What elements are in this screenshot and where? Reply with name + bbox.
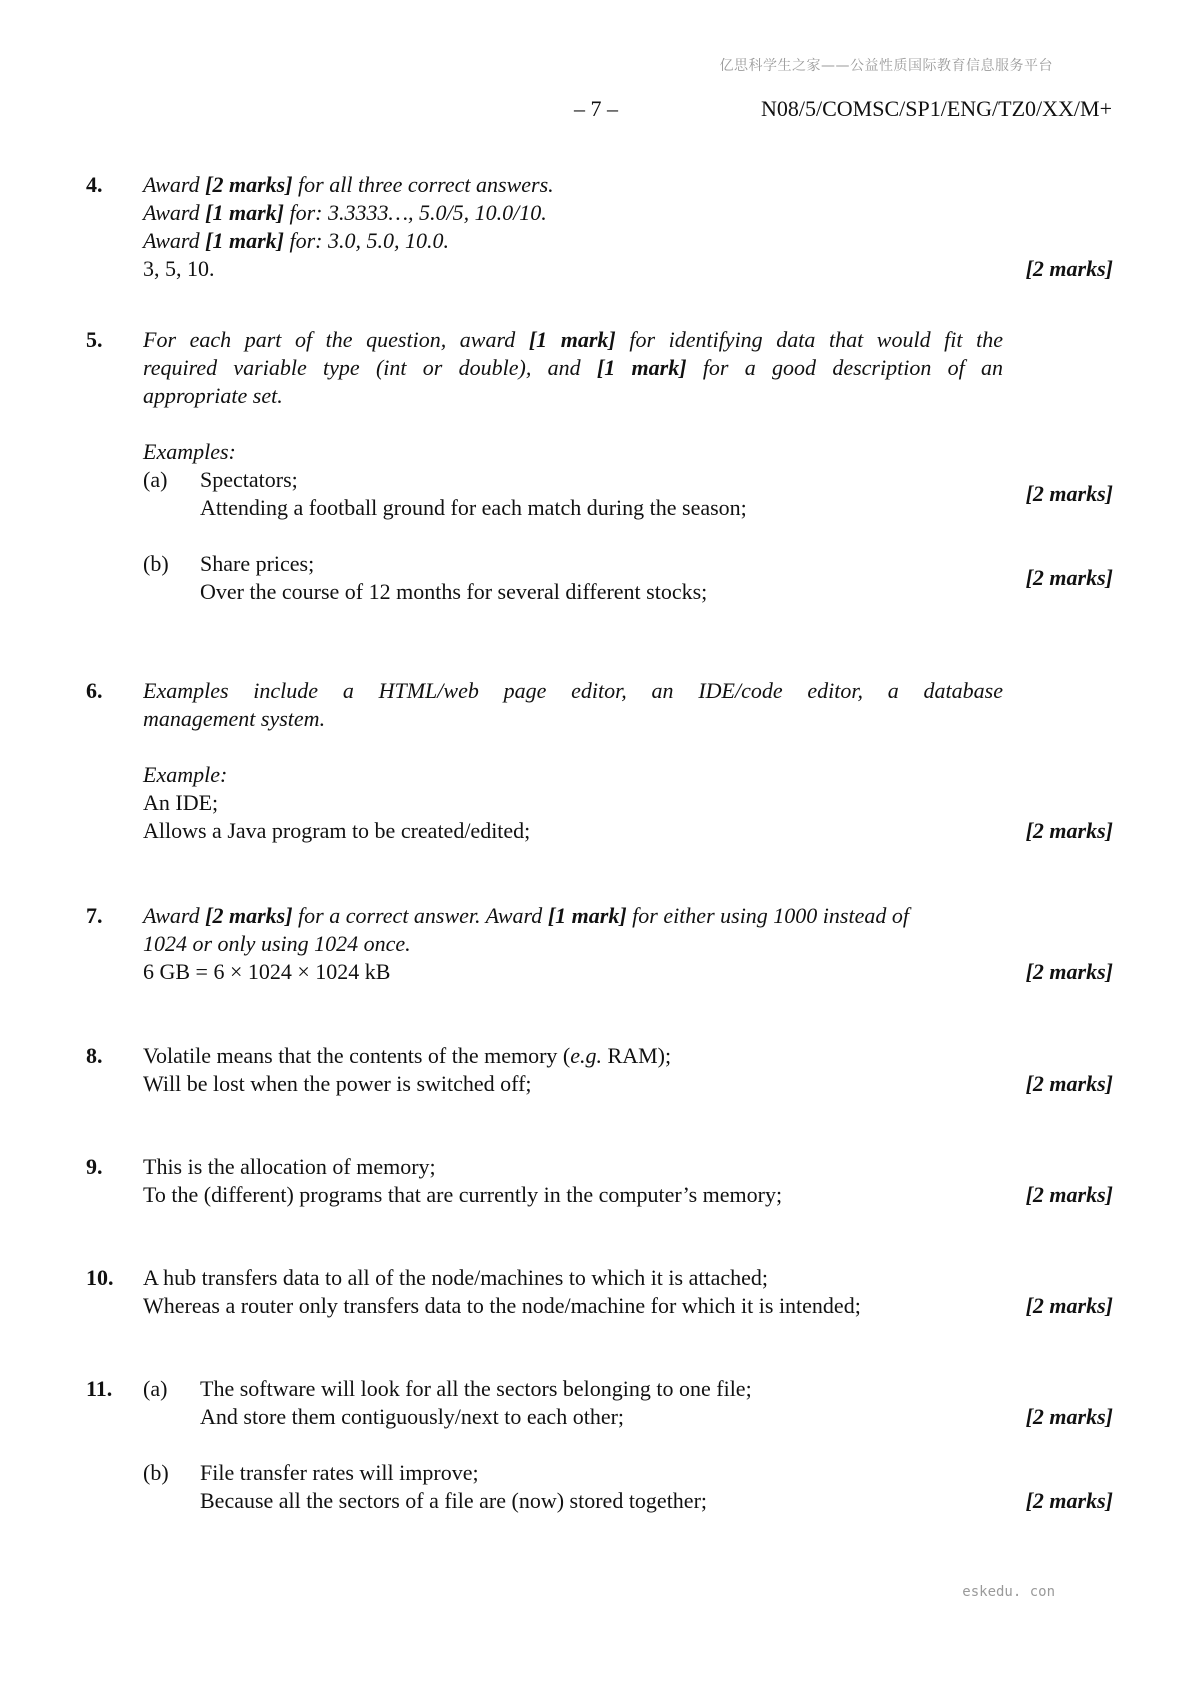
question-number: 6.	[86, 678, 103, 703]
answer-line: Will be lost when the power is switched off;	[143, 1071, 532, 1096]
instruction-line: Award [2 marks] for all three correct answers.	[143, 172, 554, 197]
answer-line: Spectators;	[200, 467, 298, 492]
answer-line: Because all the sectors of a file are (now) stored together;	[200, 1488, 708, 1513]
question-8	[86, 1042, 1113, 1098]
marks-label: [2 marks]	[1025, 959, 1113, 984]
sub-part-label: (b)	[143, 551, 169, 576]
marks-label: [2 marks]	[1025, 256, 1113, 281]
question-6	[86, 677, 1113, 845]
sub-part-b	[143, 550, 1003, 606]
sub-part-a	[143, 466, 1003, 522]
question-number: 10.	[86, 1265, 114, 1290]
question-number: 5.	[86, 327, 103, 352]
answer-line: The software will look for all the sectors belonging to one file;	[200, 1376, 752, 1401]
marks-label: [2 marks]	[1025, 1488, 1113, 1513]
answer-line: Attending a football ground for each match during the season;	[200, 495, 747, 520]
answer-line: Volatile means that the contents of the memory (e.g. RAM);	[143, 1043, 672, 1068]
answer-line: 6 GB = 6 × 1024 × 1024 kB	[143, 959, 391, 984]
sub-part-label: (b)	[143, 1460, 169, 1485]
question-9	[86, 1153, 1113, 1209]
instruction-line: Examples include a HTML/web page editor, an IDE/code editor, a database	[143, 678, 1003, 703]
question-number: 11.	[86, 1376, 113, 1401]
answer-line: Allows a Java program to be created/edited;	[143, 818, 531, 843]
instruction-line: For each part of the question, award [1 mark] for identifying data that would fit the	[143, 327, 1003, 352]
question-10	[86, 1264, 1113, 1320]
instruction-line: management system.	[143, 706, 326, 731]
question-number: 4.	[86, 172, 103, 197]
marks-label: [2 marks]	[1025, 1182, 1113, 1207]
answer-line: To the (different) programs that are currently in the computer’s memory;	[143, 1182, 783, 1207]
sub-part-a	[143, 1375, 1003, 1431]
answer-line: A hub transfers data to all of the node/machines to which it is attached;	[143, 1265, 768, 1290]
question-5	[86, 326, 1113, 606]
sub-part-label: (a)	[143, 467, 168, 492]
answer-line: This is the allocation of memory;	[143, 1154, 436, 1179]
instruction-line: Award [2 marks] for a correct answer. Award [1 mark] for either using 1000 instead of	[143, 903, 909, 928]
answer-line: Share prices;	[200, 551, 315, 576]
instruction-line: Award [1 mark] for: 3.0, 5.0, 10.0.	[143, 228, 449, 253]
question-number: 9.	[86, 1154, 103, 1179]
marks-label: [2 marks]	[1025, 565, 1113, 590]
marks-label: [2 marks]	[1025, 1404, 1113, 1429]
answer-line: Over the course of 12 months for several different stocks;	[200, 579, 708, 604]
instruction-line: Award [1 mark] for: 3.3333…, 5.0/5, 10.0/10.	[143, 200, 547, 225]
document-code: N08/5/COMSC/SP1/ENG/TZ0/XX/M+	[760, 96, 1112, 121]
answer-line: An IDE;	[143, 790, 219, 815]
question-4	[86, 171, 1113, 283]
answer-line: And store them contiguously/next to each other;	[200, 1404, 625, 1429]
marks-label: [2 marks]	[1025, 1071, 1113, 1096]
sub-part-label: (a)	[143, 1376, 168, 1401]
marks-label: [2 marks]	[1025, 818, 1113, 843]
answer-line: Whereas a router only transfers data to the node/machine for which it is intended;	[143, 1293, 861, 1318]
marks-label: [2 marks]	[1025, 481, 1113, 506]
watermark-top: 亿思科学生之家——公益性质国际教育信息服务平台	[719, 58, 1053, 74]
answer-line: 3, 5, 10.	[143, 256, 215, 281]
page-number: – 7 –	[574, 96, 618, 121]
marks-label: [2 marks]	[1025, 1293, 1113, 1318]
instruction-line: 1024 or only using 1024 once.	[143, 931, 411, 956]
sub-part-b	[143, 1459, 1003, 1515]
instruction-line: required variable type (int or double), and [1 mark] for a good description of an	[143, 355, 1003, 380]
watermark-bottom: eskedu. con	[962, 1584, 1055, 1600]
example-label: Example:	[143, 762, 228, 787]
question-number: 7.	[86, 903, 103, 928]
answer-line: File transfer rates will improve;	[200, 1460, 479, 1485]
examples-label: Examples:	[143, 439, 236, 464]
instruction-line: appropriate set.	[143, 383, 283, 408]
question-11	[86, 1375, 1113, 1515]
question-7	[86, 902, 1113, 986]
question-number: 8.	[86, 1043, 103, 1068]
